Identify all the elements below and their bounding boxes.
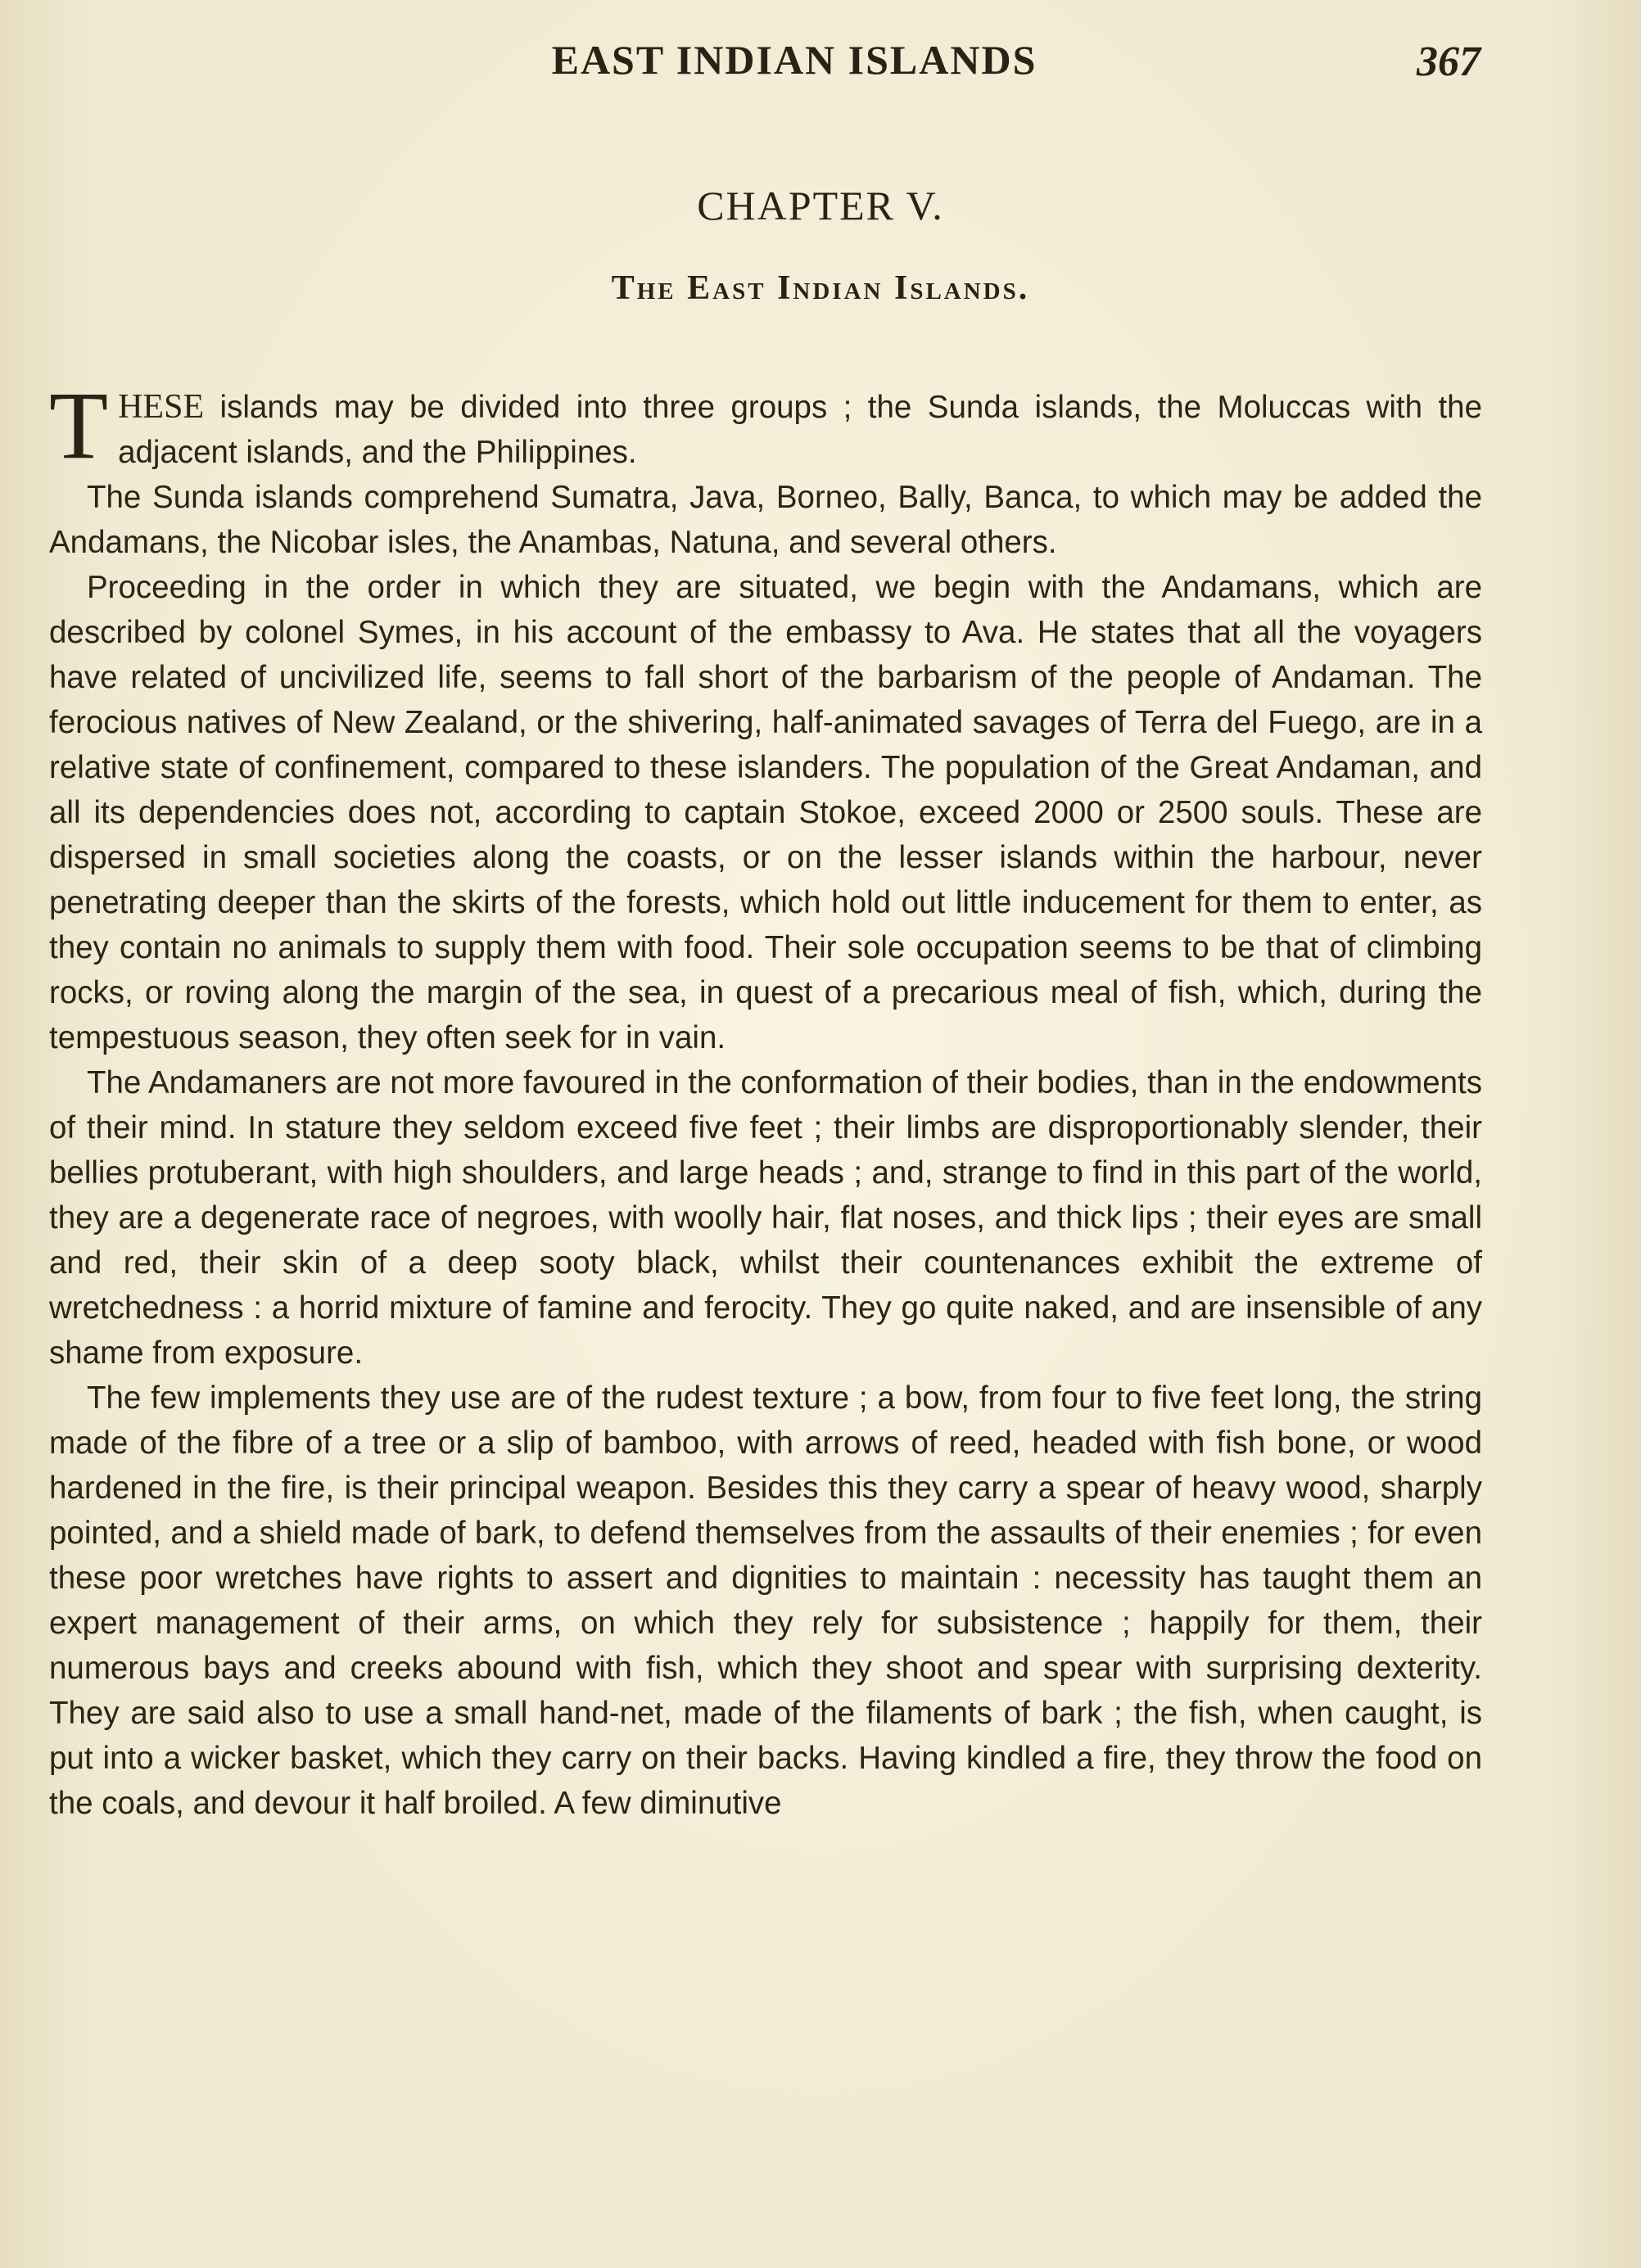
body-text — [49, 372, 1482, 1826]
running-head — [0, 36, 1641, 93]
paragraph-2: The Sunda islands comprehend Sumatra, Java, Borneo, Bally, Banca, to which may be added the Andamans, the Nicobar isles, the Anambas, Natuna, and several others. — [49, 480, 1482, 560]
drop-cap: T — [49, 372, 109, 479]
paragraph-5: The few implements they use are of the rudest texture ; a bow, from four to five feet long, the string made of the fibre of a tree or a slip of bamboo, with arrows of reed, headed with fish bone, or wood hardened in the fire, is their principal weapon. Besides this they carry a spear of heavy wood, sharply pointed, and a shield made of bark, to defend themselves from the assaults of their enemies ; for even these poor wretches have rights to assert and dignities to maintain : necessity has taught them an expert management of their arms, on which they rely for subsistence ; happily for them, their numerous bays and creeks abound with fish, which they shoot and spear with surprising dexterity. They are said also to use a small hand-net, made of the filaments of bark ; the fish, when caught, is put into a wicker basket, which they carry on their backs. Having kindled a fire, they throw the food on the coals, and devour it half broiled. A few diminutive — [49, 1380, 1482, 1821]
running-title: EAST INDIAN ISLANDS — [551, 37, 1037, 83]
paragraph-1 — [49, 372, 1482, 479]
paragraph-lead-word: HESE — [118, 388, 205, 426]
paragraph-3: Proceeding in the order in which they are situated, we begin with the Andamans, which are described by colonel Symes, in his account of the embassy to Ava. He states that all the voyagers have related of uncivilized life, seems to fall short of the barbarism of the people of Andaman. The ferocious natives of New Zealand, or the shivering, half-animated savages of Terra del Fuego, are in a relative state of confinement, compared to these islanders. The population of the Great Andaman, and all its dependencies does not, according to captain Stokoe, exceed 2000 or 2500 souls. These are dispersed in small societies along the coasts, or on the lesser islands within the harbour, never penetrating deeper than the skirts of the forests, which hold out little inducement for them to enter, as they contain no animals to supply them with food. Their sole occupation seems to be that of climbing rocks, or roving along the margin of the sea, in quest of a precarious meal of fish, which, during the tempestuous season, they often seek for in vain. — [49, 570, 1482, 1055]
chapter-title: The East Indian Islands. — [611, 269, 1030, 307]
paragraph-4: The Andamaners are not more favoured in the conformation of their bodies, than in the endowments of their mind. In stature they seldom exceed five feet ; their limbs are disproportionably slender, their bellies protuberant, with high shoulders, and large heads ; and, strange to find in this part of the world, they are a degenerate race of negroes, with woolly hair, flat noses, and thick lips ; their eyes are small and red, their skin of a deep sooty black, whilst their countenances exhibit the extreme of wretchedness : a horrid mixture of famine and ferocity. They go quite naked, and are insensible of any shame from exposure. — [49, 1065, 1482, 1371]
chapter-number: CHAPTER V. — [697, 183, 944, 228]
page-number: 367 — [1417, 38, 1481, 85]
paragraph-1-text: islands may be divided into three groups ; the Sunda islands, the Moluccas with the adjacent islands, and the Philippines. — [118, 390, 1482, 470]
